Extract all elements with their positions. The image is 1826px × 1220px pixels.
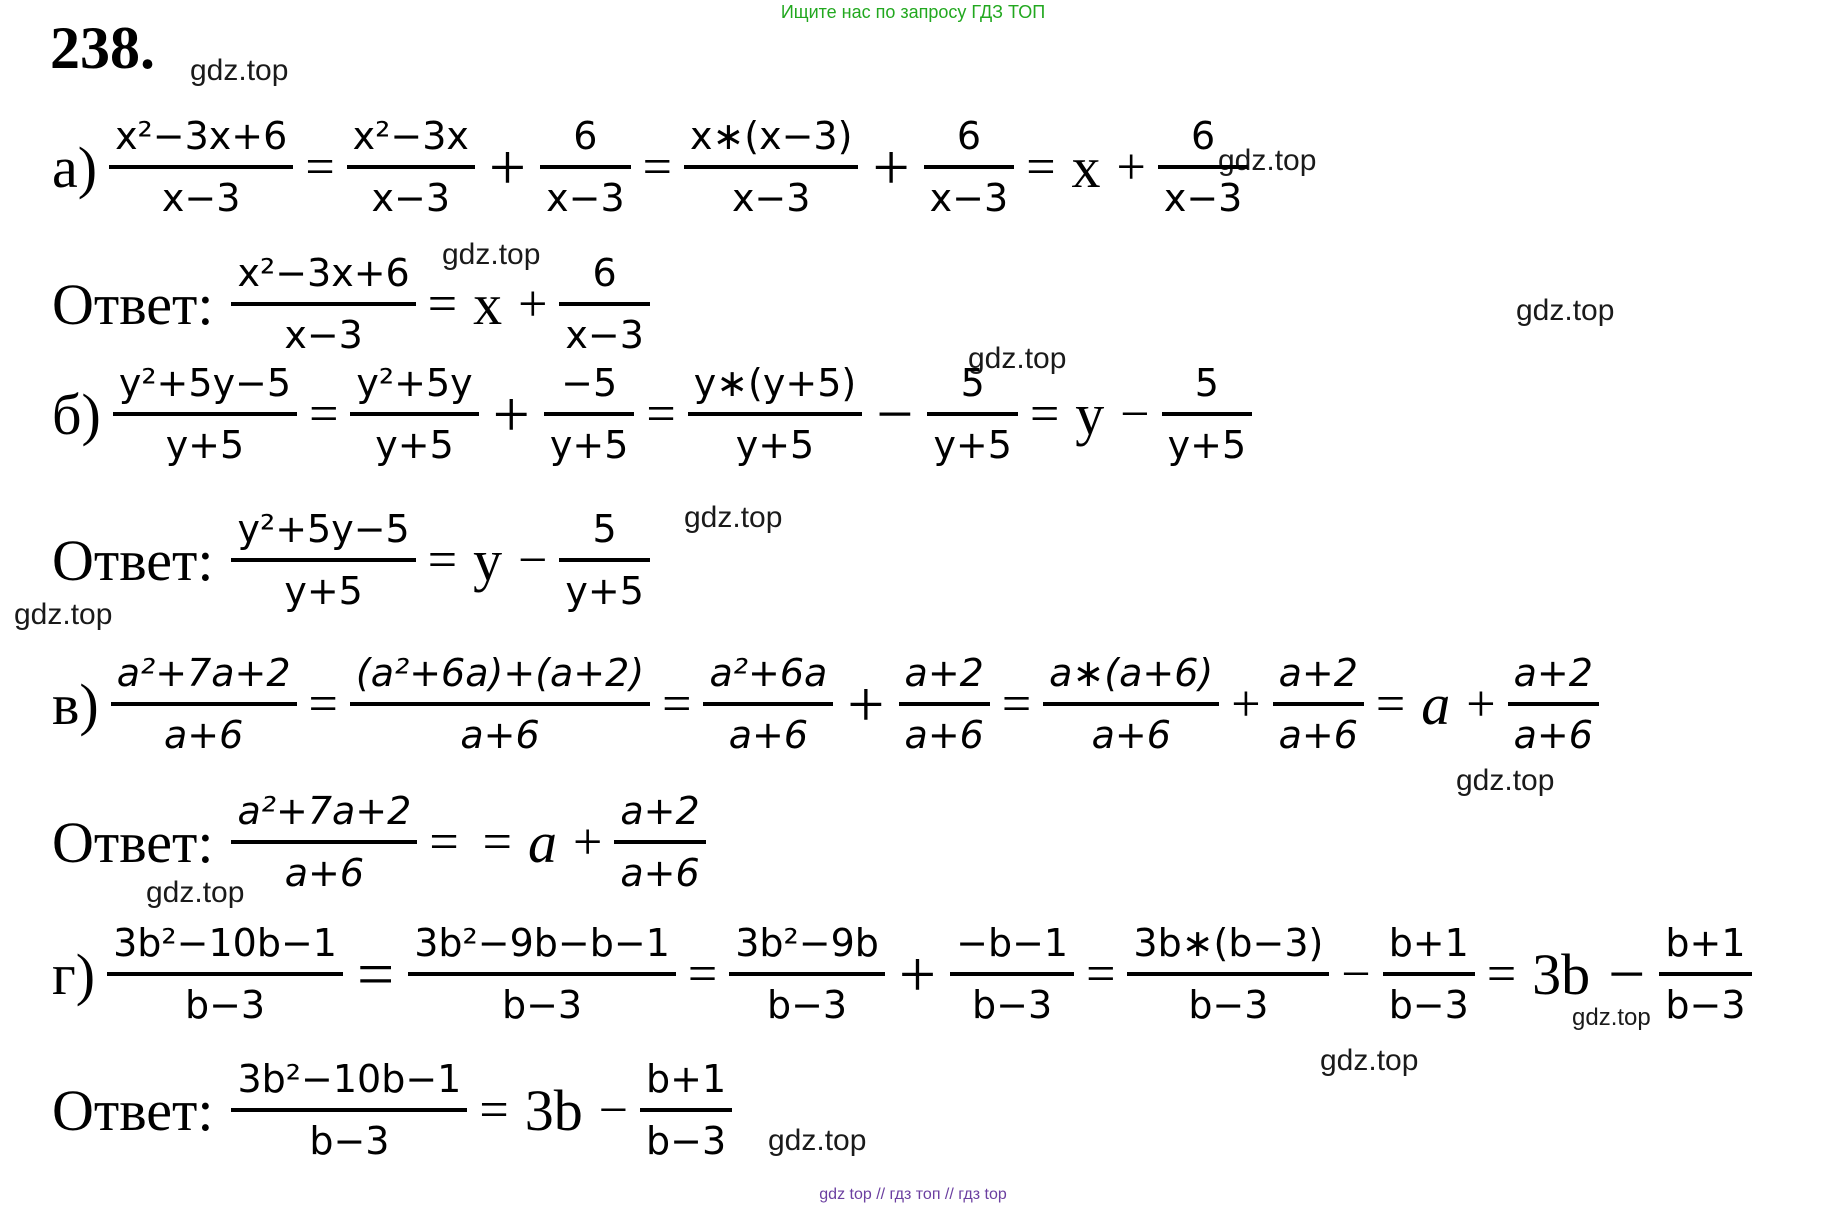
denominator: a+6 bbox=[1043, 702, 1219, 758]
fraction bbox=[703, 652, 833, 757]
numerator: 5 bbox=[592, 507, 617, 551]
equals-sign: = bbox=[646, 385, 676, 443]
fraction bbox=[1273, 652, 1364, 757]
term: y bbox=[473, 527, 503, 593]
plus-sign: + bbox=[1466, 675, 1496, 733]
fraction bbox=[1508, 652, 1599, 757]
numerator: b+1 bbox=[646, 1057, 727, 1101]
denominator: a+6 bbox=[231, 840, 417, 896]
fraction bbox=[729, 922, 885, 1027]
answer-a bbox=[52, 252, 650, 357]
numerator: a²+7a+2 bbox=[116, 651, 291, 695]
fraction bbox=[113, 362, 297, 467]
term: x bbox=[1071, 134, 1101, 200]
equals-sign: = bbox=[662, 675, 692, 733]
equals-sign: = bbox=[642, 138, 672, 196]
fraction bbox=[231, 790, 417, 895]
denominator: y+5 bbox=[544, 412, 635, 468]
fraction bbox=[1383, 922, 1475, 1027]
fraction bbox=[924, 115, 1015, 220]
numerator: 6 bbox=[956, 114, 982, 158]
equals-sign: = bbox=[479, 1081, 509, 1139]
fraction bbox=[109, 115, 293, 220]
denominator: x−3 bbox=[231, 302, 415, 358]
fraction bbox=[350, 362, 478, 467]
numerator: 6 bbox=[592, 251, 617, 295]
denominator: y+5 bbox=[350, 412, 478, 468]
equals-sign: = bbox=[1486, 945, 1517, 1003]
numerator: 3b²−9b−b−1 bbox=[414, 921, 670, 965]
answer-label: Ответ: bbox=[52, 1077, 214, 1143]
term: 3b bbox=[1532, 941, 1591, 1007]
fraction bbox=[684, 115, 858, 220]
denominator: b−3 bbox=[640, 1108, 732, 1164]
equals-sign: = bbox=[1086, 945, 1116, 1003]
numerator: b+1 bbox=[1665, 921, 1746, 965]
denominator: x−3 bbox=[347, 165, 475, 221]
denominator: y+5 bbox=[688, 412, 862, 468]
minus-sign: − bbox=[1341, 945, 1371, 1003]
fraction bbox=[544, 362, 635, 467]
term: 3b bbox=[524, 1077, 583, 1143]
numerator: 6 bbox=[1191, 114, 1216, 158]
top-banner: Ищите нас по запросу ГДЗ ТОП bbox=[780, 2, 1046, 22]
part-label: в) bbox=[52, 671, 99, 737]
denominator: x−3 bbox=[540, 165, 631, 221]
fraction bbox=[688, 362, 862, 467]
numerator: x²−3x+6 bbox=[237, 251, 410, 295]
answer-v bbox=[52, 790, 706, 895]
denominator: b−3 bbox=[1659, 972, 1751, 1028]
numerator: 6 bbox=[573, 114, 598, 158]
equation-v bbox=[52, 652, 1599, 757]
denominator: x−3 bbox=[684, 165, 858, 221]
answer-g bbox=[52, 1058, 732, 1163]
equals-sign: = bbox=[305, 138, 335, 196]
part-label: б) bbox=[52, 381, 101, 447]
equals-sign: = bbox=[427, 275, 458, 333]
denominator: a+6 bbox=[111, 702, 297, 758]
equals-sign: = bbox=[356, 937, 395, 1011]
fraction bbox=[1659, 922, 1751, 1027]
equals-sign: = bbox=[309, 385, 339, 443]
term: a bbox=[527, 809, 557, 875]
plus-sign: + bbox=[1116, 138, 1146, 196]
numerator: 5 bbox=[1194, 361, 1219, 405]
numerator: a²+7a+2 bbox=[237, 789, 412, 833]
denominator: a+6 bbox=[614, 840, 705, 896]
fraction bbox=[950, 922, 1074, 1027]
watermark: gdz.top bbox=[1572, 1004, 1651, 1031]
equals-sign: = bbox=[1029, 385, 1060, 443]
watermark: gdz.top bbox=[1516, 294, 1615, 327]
equation-b bbox=[52, 362, 1252, 467]
numerator: a+2 bbox=[1278, 651, 1358, 695]
term: x bbox=[473, 271, 503, 337]
numerator: x∗(x−3) bbox=[689, 114, 853, 158]
denominator: b−3 bbox=[1127, 972, 1329, 1028]
fraction bbox=[1043, 652, 1219, 757]
watermark: gdz.top bbox=[968, 342, 1067, 375]
plus-sign: + bbox=[492, 377, 530, 451]
denominator: y+5 bbox=[113, 412, 297, 468]
denominator: x−3 bbox=[109, 165, 293, 221]
denominator: y+5 bbox=[927, 412, 1018, 468]
denominator: b−3 bbox=[729, 972, 885, 1028]
denominator: a+6 bbox=[899, 702, 990, 758]
fraction bbox=[899, 652, 990, 757]
equals-sign: = bbox=[308, 675, 338, 733]
watermark: gdz.top bbox=[14, 598, 113, 631]
plus-sign: + bbox=[898, 937, 937, 1011]
numerator: b+1 bbox=[1388, 921, 1469, 965]
equals-sign: = bbox=[1375, 675, 1406, 733]
fraction bbox=[1158, 115, 1249, 220]
equals-sign: = bbox=[427, 531, 458, 589]
equation-a bbox=[52, 115, 1248, 220]
watermark: gdz.top bbox=[146, 876, 245, 909]
equals-sign: = bbox=[482, 813, 512, 871]
watermark: gdz.top bbox=[1456, 764, 1555, 797]
fraction bbox=[231, 252, 415, 357]
watermark: gdz.top bbox=[684, 501, 783, 534]
numerator: y²+5y bbox=[356, 361, 473, 405]
denominator: x−3 bbox=[924, 165, 1015, 221]
denominator: b−3 bbox=[231, 1108, 467, 1164]
part-label: а) bbox=[52, 134, 98, 200]
fraction bbox=[640, 1058, 732, 1163]
denominator: a+6 bbox=[1508, 702, 1599, 758]
fraction bbox=[927, 362, 1018, 467]
problem-number: 238. bbox=[50, 15, 155, 81]
equals-sign: = bbox=[1026, 138, 1056, 196]
plus-sign: + bbox=[872, 130, 910, 204]
denominator: a+6 bbox=[350, 702, 650, 758]
footer bbox=[0, 1186, 1826, 1220]
watermark: gdz.top bbox=[442, 238, 541, 271]
plus-sign: + bbox=[518, 275, 548, 333]
part-label: г) bbox=[52, 941, 96, 1007]
fraction bbox=[614, 790, 705, 895]
numerator: a²+6a bbox=[709, 651, 828, 695]
fraction bbox=[1162, 362, 1253, 467]
fraction bbox=[107, 922, 343, 1027]
equals-sign: = bbox=[1001, 675, 1032, 733]
denominator: b−3 bbox=[1383, 972, 1475, 1028]
numerator: 3b∗(b−3) bbox=[1133, 921, 1324, 965]
numerator: y∗(y+5) bbox=[693, 361, 857, 405]
numerator: −5 bbox=[561, 361, 618, 405]
plus-sign: + bbox=[572, 813, 603, 871]
denominator: b−3 bbox=[107, 972, 343, 1028]
numerator: a∗(a+6) bbox=[1049, 651, 1214, 695]
fraction bbox=[231, 508, 415, 613]
plus-sign: + bbox=[1231, 675, 1261, 733]
equals-sign: = bbox=[687, 945, 718, 1003]
minus-sign: − bbox=[518, 531, 548, 589]
numerator: a+2 bbox=[904, 651, 984, 695]
denominator: x−3 bbox=[1158, 165, 1249, 221]
fraction bbox=[350, 652, 650, 757]
answer-label: Ответ: bbox=[52, 527, 214, 593]
denominator: y+5 bbox=[231, 558, 415, 614]
denominator: a+6 bbox=[1273, 702, 1364, 758]
minus-sign: − bbox=[598, 1081, 629, 1139]
numerator: x²−3x bbox=[352, 114, 469, 158]
answer-b bbox=[52, 508, 650, 613]
fraction bbox=[347, 115, 475, 220]
answer-label: Ответ: bbox=[52, 809, 214, 875]
numerator: 5 bbox=[960, 361, 985, 405]
footer-text: gdz top // гдз топ // гдз top bbox=[819, 1186, 1007, 1203]
plus-sign: + bbox=[847, 667, 885, 741]
fraction bbox=[559, 252, 650, 357]
numerator: y²+5y−5 bbox=[237, 507, 410, 551]
fraction bbox=[540, 115, 631, 220]
fraction bbox=[111, 652, 297, 757]
watermark: gdz.top bbox=[190, 54, 289, 87]
watermark: gdz.top bbox=[768, 1124, 867, 1157]
denominator: b−3 bbox=[950, 972, 1074, 1028]
numerator: −b−1 bbox=[956, 921, 1069, 965]
equals-sign: = bbox=[429, 813, 459, 871]
minus-sign: − bbox=[1608, 937, 1646, 1011]
numerator: 3b²−10b−1 bbox=[113, 921, 337, 965]
equation-g bbox=[52, 922, 1752, 1027]
minus-sign: − bbox=[1120, 385, 1150, 443]
numerator: a+2 bbox=[1513, 651, 1593, 695]
answer-label: Ответ: bbox=[52, 271, 214, 337]
denominator: y+5 bbox=[1162, 412, 1253, 468]
numerator: x²−3x+6 bbox=[115, 114, 288, 158]
denominator: a+6 bbox=[703, 702, 833, 758]
denominator: y+5 bbox=[559, 558, 650, 614]
fraction bbox=[408, 922, 676, 1027]
watermark: gdz.top bbox=[1320, 1044, 1419, 1077]
fraction bbox=[559, 508, 650, 613]
term: y bbox=[1075, 381, 1105, 447]
numerator: 3b²−10b−1 bbox=[237, 1057, 462, 1101]
denominator: b−3 bbox=[408, 972, 676, 1028]
minus-sign: − bbox=[876, 377, 914, 451]
numerator: a+2 bbox=[620, 789, 700, 833]
denominator: x−3 bbox=[559, 302, 650, 358]
fraction bbox=[1127, 922, 1329, 1027]
fraction bbox=[231, 1058, 467, 1163]
term: a bbox=[1421, 671, 1451, 737]
plus-sign: + bbox=[488, 130, 527, 204]
numerator: y²+5y−5 bbox=[118, 361, 292, 405]
watermark: gdz.top bbox=[1218, 144, 1317, 177]
numerator: 3b²−9b bbox=[735, 921, 879, 965]
numerator: (a²+6a)+(a+2) bbox=[355, 651, 645, 695]
